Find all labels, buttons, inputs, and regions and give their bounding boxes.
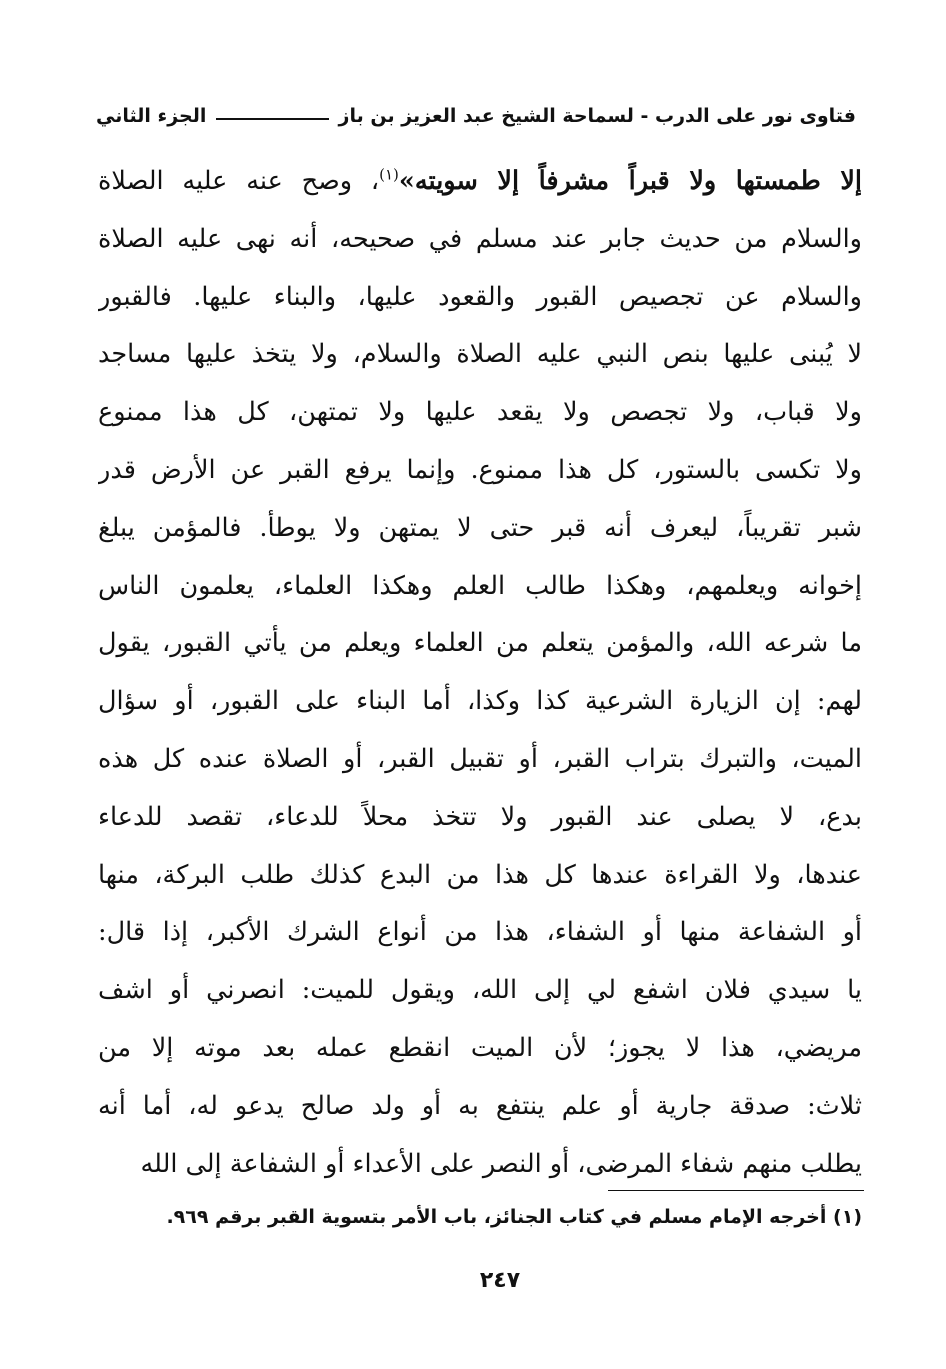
- text-line: والسلام عن تجصيص القبور والقعود عليها، والبناء عليها. فالقبور: [98, 281, 862, 312]
- text-line: لا يُبنى عليها بنص النبي عليه الصلاة والسلام، ولا يتخذ عليها مساجد: [98, 339, 862, 370]
- footnote: [130, 1197, 862, 1237]
- footnote-separator: [608, 1190, 864, 1191]
- text-line: والسلام من حديث جابر عند مسلم في صحيحه، أنه نهى عليه الصلاة: [98, 223, 862, 254]
- text-line: لهم: إن الزيارة الشرعية كذا وكذا، أما البناء على القبور، أو سؤال: [98, 686, 862, 717]
- text-line: يا سيدي فلان اشفع لي إلى الله، ويقول للميت: انصرني أو اشف: [98, 975, 862, 1006]
- page-number: ٢٤٧: [479, 1268, 521, 1293]
- text-line: عندها، ولا القراءة عندها كل هذا من البدع كذلك طلب البركة، منها: [98, 859, 862, 890]
- text-line: إخوانه ويعلمهم، وهكذا طالب العلم وهكذا العلماء، يعلمون الناس: [98, 570, 862, 601]
- text-line: الميت، والتبرك بتراب القبر، أو تقبيل القبر، أو الصلاة عنده كل هذه: [98, 743, 862, 774]
- quoted-hadith: إلا طمستها ولا قبراً مشرفاً إلا سويته»: [398, 166, 862, 196]
- text-line: [98, 153, 862, 211]
- text-line: ولا تكسى بالستور، كل هذا ممنوع. وإنما يرفع القبر عن الأرض قدر: [98, 454, 862, 485]
- text-line: بدع، لا يصلى عند القبور ولا تتخذ محلاً للدعاء، تقصد للدعاء: [98, 801, 862, 832]
- book-title: فتاوى نور على الدرب - لسماحة الشيخ عبد العزيز بن باز: [338, 105, 856, 127]
- volume-label: الجزء الثاني: [96, 105, 207, 127]
- text-line: ولا قباب، ولا تجصص ولا يقعد عليها ولا تمتهن، كل هذا ممنوع: [98, 397, 862, 428]
- text-line: يطلب منهم شفاء المرضى، أو النصر على الأعداء أو الشفاعة إلى الله: [140, 1148, 862, 1179]
- footnote-text: أخرجه الإمام مسلم في كتاب الجنائز، باب الأمر بتسوية القبر برقم ٩٦٩.: [166, 1206, 827, 1228]
- header-rule: [216, 118, 328, 120]
- footnote-reference: (١): [379, 165, 399, 184]
- running-header: [96, 98, 856, 134]
- footnote-marker: (١): [833, 1206, 862, 1228]
- text-span: ، وصح عنه عليه الصلاة: [98, 166, 380, 196]
- body-text: [98, 153, 862, 1193]
- text-line: ما شرعه الله، والمؤمن يتعلم من العلماء ويعلم من يأتي القبور، يقول: [98, 628, 862, 659]
- text-line: أو الشفاعة منها أو الشفاء، هذا من أنواع الشرك الأكبر، إذا قال:: [98, 917, 862, 948]
- text-line: شبر تقريباً، ليعرف أنه قبر حتى لا يمتهن ولا يوطأ. فالمؤمن يبلغ: [98, 512, 862, 543]
- text-line: مريضي، هذا لا يجوز؛ لأن الميت انقطع عمله بعد موته إلا من: [98, 1032, 862, 1063]
- text-line: ثلاث: صدقة جارية أو علم ينتفع به أو ولد صالح يدعو له، أما أنه: [98, 1090, 862, 1121]
